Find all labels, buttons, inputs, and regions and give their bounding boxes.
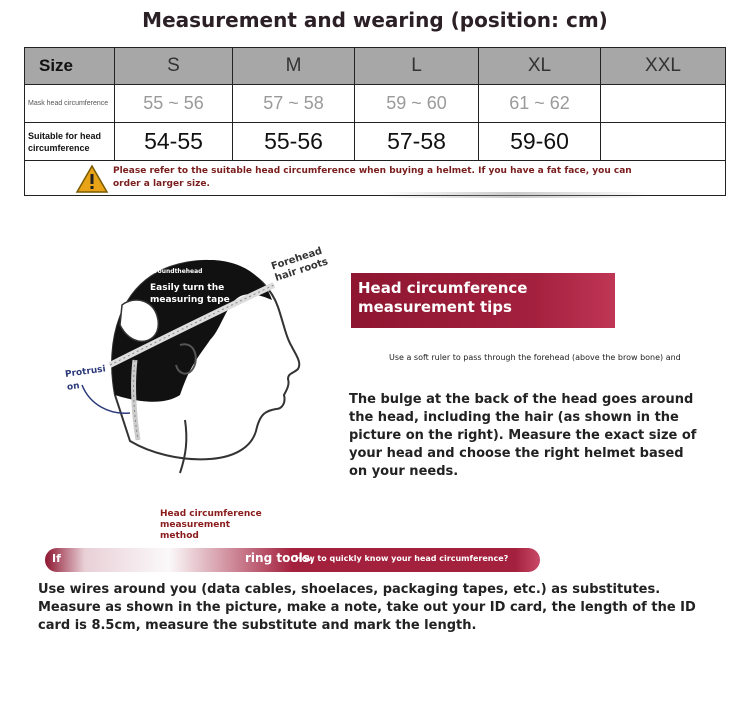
around-head-label: Aroundthehead <box>150 268 203 275</box>
tips-small-text: Use a soft ruler to pass through the forehead (above the brow bone) and <box>389 353 681 362</box>
tools-banner <box>45 548 540 572</box>
turn-tape-label: Easily turn the measuring tape <box>150 283 230 305</box>
mask-value-xl: 61 ~ 62 <box>479 85 601 123</box>
warning-triangle-icon <box>75 164 109 194</box>
protrusion-label: Protrusi on <box>64 364 107 393</box>
measurement-method-label: Head circumference measurement method <box>160 509 262 541</box>
note-text: Please refer to the suitable head circumference when buying a helmet. If you have a fat face, you can order a larger size. <box>113 166 632 189</box>
substitute-instructions: Use wires around you (data cables, shoelaces, packaging tapes, etc.) as substitutes. Measure as shown in the picture, make a note, take out your ID card, the length of the ID card is 8.5cm, measure the substitute and mark the length. <box>38 582 696 633</box>
suitable-value-xl: 59-60 <box>479 123 601 161</box>
header-cell-size: Size <box>25 48 115 85</box>
suitable-value-m: 55-56 <box>233 123 355 161</box>
table-header-row <box>25 48 726 85</box>
suitable-label: Suitable for head circumference <box>25 123 115 161</box>
suitable-value-s: 54-55 <box>115 123 233 161</box>
header-cell-s: S <box>115 48 233 85</box>
decorative-swoosh <box>380 192 650 198</box>
suitable-value-l: 57-58 <box>355 123 479 161</box>
banner-question-text: How to quickly know your head circumference? <box>295 554 509 563</box>
header-cell-l: L <box>355 48 479 85</box>
mask-label: Mask head circumference <box>25 85 115 123</box>
forehead-label: Forehead hair roots <box>270 245 330 284</box>
table-row-suitable <box>25 123 726 161</box>
size-table <box>24 47 726 196</box>
header-cell-xxl: XXL <box>601 48 726 85</box>
page-title: Measurement and wearing (position: cm) <box>142 8 608 32</box>
table-row-mask <box>25 85 726 123</box>
note-cell <box>25 161 726 196</box>
header-cell-m: M <box>233 48 355 85</box>
banner-middle-text: ring tools, <box>245 551 315 565</box>
table-row-note <box>25 161 726 196</box>
banner-left-text: If <box>52 552 61 565</box>
header-cell-xl: XL <box>479 48 601 85</box>
suitable-value-xxl <box>601 123 726 161</box>
mask-value-xxl <box>601 85 726 123</box>
mask-value-m: 57 ~ 58 <box>233 85 355 123</box>
mask-value-s: 55 ~ 56 <box>115 85 233 123</box>
tips-title-box: Head circumference measurement tips <box>351 273 615 328</box>
mask-value-l: 59 ~ 60 <box>355 85 479 123</box>
tips-main-text: The bulge at the back of the head goes around the head, including the hair (as shown in the picture on the right). Measure the exact size of your head and choose the right helmet based on your needs. <box>349 392 697 479</box>
